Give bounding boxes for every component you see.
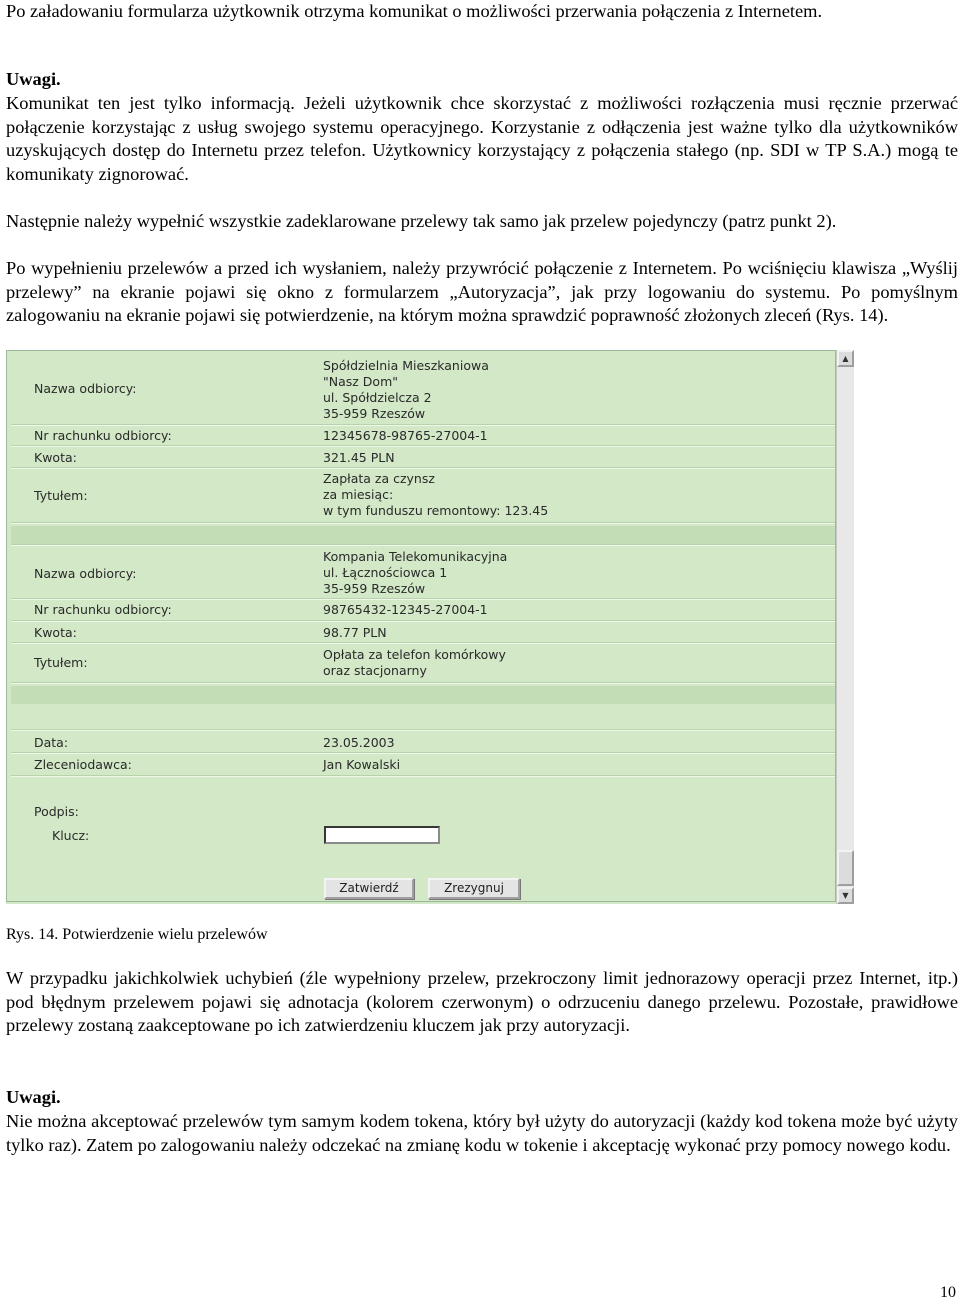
- note-title: Uwagi.: [6, 1087, 61, 1107]
- title-value-1: [323, 471, 548, 519]
- title-line: oraz stacjonarny: [323, 663, 427, 678]
- account-value-1: 12345678-98765-27004-1: [323, 428, 488, 443]
- page-number: 10: [940, 1284, 956, 1301]
- recipient-line: "Nasz Dom": [323, 374, 399, 389]
- account-label-1: Nr rachunku odbiorcy:: [34, 428, 172, 443]
- confirm-button[interactable]: Zatwierdź: [324, 878, 414, 899]
- recipient-line: Kompania Telekomunikacyjna: [323, 549, 508, 564]
- recipient-line: Spółdzielnia Mieszkaniowa: [323, 358, 489, 373]
- row-divider: [11, 445, 835, 447]
- title-line: Zapłata za czynsz: [323, 471, 435, 486]
- amount-value-2: 98.77 PLN: [323, 625, 387, 640]
- transfer-separator: [11, 686, 835, 704]
- row-divider: [11, 598, 835, 600]
- title-value-2: [323, 647, 506, 679]
- after-filling-paragraph: Po wypełnieniu przelewów a przed ich wysłaniem, należy przywrócić połączenie z Internetem. Po wciśnięciu klawisza „Wyślij przelewy” na ekranie pojawi się okno z formularzem „Autoryzacja”, jak przy logowaniu do systemu. Po pomyślnym zalogowaniu na ekranie pojawi się potwierdzenie, na którym można sprawdzić poprawność złożonych zleceń (Rys. 14).: [6, 258, 958, 325]
- recipient-value-1: [323, 358, 489, 422]
- note-body: Komunikat ten jest tylko informacją. Jeżeli użytkownik chce skorzystać z możliwości rozłączenia musi ręcznie przerwać połączenie korzystając z usług swojego systemu operacyjnego. Korzystanie z odłączenia jest ważne tylko dla użytkowników uzyskujących dostęp do Internetu przez telefon. Użytkownicy korzystający z połączenia stałego (np. SDI w TP S.A.) mogą te komunikaty zignorować.: [6, 93, 958, 184]
- recipient-value-2: [323, 549, 507, 597]
- title-line: Opłata za telefon komórkowy: [323, 647, 506, 662]
- note-title: Uwagi.: [6, 69, 61, 89]
- row-divider: [11, 682, 835, 684]
- orderer-label: Zleceniodawca:: [34, 757, 132, 772]
- date-value: 23.05.2003: [323, 735, 395, 750]
- recipient-line: 35-959 Rzeszów: [323, 581, 426, 596]
- recipient-label-1: Nazwa odbiorcy:: [34, 381, 137, 396]
- recipient-line: 35-959 Rzeszów: [323, 406, 426, 421]
- figure-caption: Rys. 14. Potwierdzenie wielu przelewów: [6, 926, 268, 943]
- title-label-2: Tytułem:: [34, 655, 88, 670]
- row-divider: [11, 467, 835, 469]
- row-divider: [11, 424, 835, 426]
- row-divider: [11, 642, 835, 644]
- row-divider: [11, 752, 835, 754]
- date-label: Data:: [34, 735, 69, 750]
- title-line: za miesiąc:: [323, 487, 394, 502]
- errors-paragraph: W przypadku jakichkolwiek uchybień (źle wypełniony przelew, przekroczony limit jednorazowy operacji przez Internet, itp.) pod błędnym przelewem pojawi się adnotacja (kolorem czerwonym) o odrzuceniu danego przelewu. Pozostałe, prawidłowe przelewy zostaną zaakceptowane po ich zatwierdzeniu kluczem jak przy autoryzacji.: [6, 968, 958, 1035]
- amount-label-1: Kwota:: [34, 450, 77, 465]
- transfers-confirmation-screenshot: [6, 350, 854, 904]
- row-divider: [11, 775, 835, 777]
- recipient-line: ul. Łącznościowca 1: [323, 565, 448, 580]
- title-line: w tym funduszu remontowy: 123.45: [323, 503, 549, 518]
- transfer-separator: [11, 526, 835, 544]
- amount-value-1: 321.45 PLN: [323, 450, 395, 465]
- intro-paragraph: Po załadowaniu formularza użytkownik otrzyma komunikat o możliwości przerwania połączenia z Internetem.: [6, 1, 823, 21]
- vertical-scrollbar[interactable]: [836, 350, 854, 904]
- scrollbar-thumb[interactable]: [837, 850, 854, 886]
- note-body: Nie można akceptować przelewów tym samym kodem tokena, który był użyty do autoryzacji (każdy kod tokena może być użyty tylko raz). Zatem po zalogowaniu należy odczekać na zmianę kodu w tokenie i akceptację wykonać przy pomocy nowego kodu.: [6, 1111, 958, 1155]
- account-label-2: Nr rachunku odbiorcy:: [34, 602, 172, 617]
- next-steps-paragraph: Następnie należy wypełnić wszystkie zadeklarowane przelewy tak samo jak przelew pojedynczy (patrz punkt 2).: [6, 211, 837, 231]
- amount-label-2: Kwota:: [34, 625, 77, 640]
- account-value-2: 98765432-12345-27004-1: [323, 602, 488, 617]
- cancel-button[interactable]: Zrezygnuj: [428, 878, 520, 899]
- signature-label: Podpis:: [34, 804, 79, 819]
- row-divider: [11, 729, 835, 731]
- row-divider: [11, 620, 835, 622]
- recipient-line: ul. Spółdzielcza 2: [323, 390, 432, 405]
- row-divider: [11, 544, 835, 546]
- recipient-label-2: Nazwa odbiorcy:: [34, 566, 137, 581]
- row-divider: [11, 522, 835, 524]
- scroll-down-arrow-icon[interactable]: ▼: [837, 887, 854, 904]
- orderer-value: Jan Kowalski: [323, 757, 401, 772]
- key-input[interactable]: [324, 826, 440, 844]
- scroll-up-arrow-icon[interactable]: ▲: [837, 350, 854, 367]
- key-label: Klucz:: [52, 828, 90, 843]
- title-label-1: Tytułem:: [34, 488, 88, 503]
